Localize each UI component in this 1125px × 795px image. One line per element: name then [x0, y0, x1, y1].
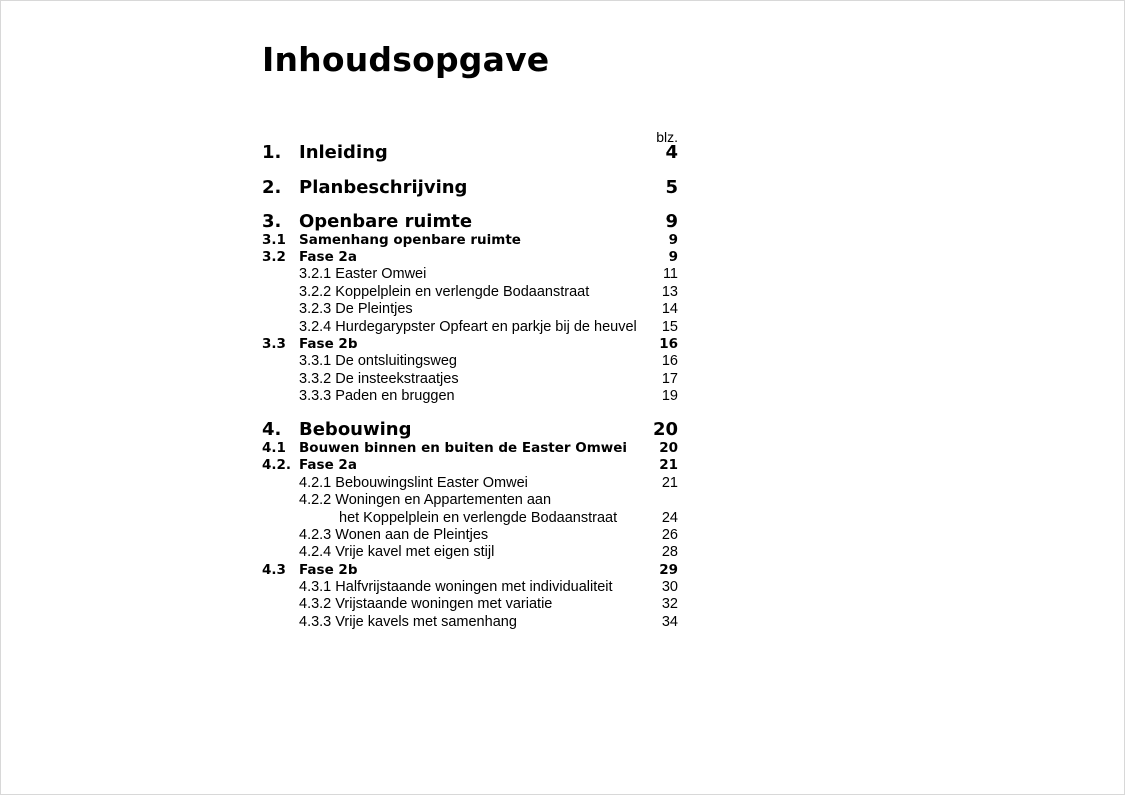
- toc-page: 17: [661, 371, 678, 387]
- toc-page: 4: [665, 142, 678, 163]
- toc-title: Fase 2a: [299, 249, 357, 265]
- toc-title: 3.3.3 Paden en bruggen: [299, 388, 455, 404]
- toc-title: Fase 2b: [299, 562, 358, 578]
- toc-number: 4.: [262, 419, 282, 440]
- toc-page: 13: [661, 284, 678, 300]
- toc-page: 24: [661, 510, 678, 526]
- toc-subsection[interactable]: [262, 596, 678, 613]
- toc-page: 9: [665, 211, 678, 232]
- toc-number: 4.3: [262, 562, 286, 578]
- toc-page: 16: [661, 353, 678, 369]
- toc-section[interactable]: [262, 440, 678, 457]
- toc-title: 4.2.4 Vrije kavel met eigen stijl: [299, 544, 495, 560]
- toc-subsection[interactable]: [262, 301, 678, 318]
- toc-page: 20: [659, 440, 678, 456]
- toc-chapter[interactable]: [262, 211, 678, 233]
- toc-subsection[interactable]: [262, 319, 678, 336]
- toc-page: 19: [661, 388, 678, 404]
- toc-subsection[interactable]: [262, 371, 678, 388]
- toc-page: 9: [668, 232, 678, 248]
- toc-title: Samenhang openbare ruimte: [299, 232, 521, 248]
- toc-title: het Koppelplein en verlengde Bodaanstraat: [339, 510, 618, 526]
- toc-title: Openbare ruimte: [299, 211, 473, 232]
- toc-number: 2.: [262, 177, 282, 198]
- toc-title: 3.2.1 Easter Omwei: [299, 266, 427, 282]
- toc-chapter[interactable]: [262, 419, 678, 441]
- page-column-label: blz.: [656, 129, 678, 145]
- toc-subsection[interactable]: [262, 353, 678, 370]
- toc-chapter[interactable]: [262, 177, 678, 199]
- toc-page: 34: [661, 614, 678, 630]
- toc-page: 21: [659, 457, 678, 473]
- toc-page: 29: [659, 562, 678, 578]
- toc-subsection[interactable]: [262, 492, 678, 509]
- toc-title: 3.2.4 Hurdegarypster Opfeart en parkje bij de heuvel: [299, 319, 637, 335]
- toc-subsection-continued[interactable]: [262, 510, 678, 527]
- toc-number: 3.: [262, 211, 282, 232]
- toc-title: 4.2.2 Woningen en Appartementen aan: [299, 492, 552, 508]
- toc-page: 30: [661, 579, 678, 595]
- toc-subsection[interactable]: [262, 614, 678, 631]
- toc-title: Fase 2a: [299, 457, 357, 473]
- toc-section[interactable]: [262, 249, 678, 266]
- toc-page: 14: [661, 301, 678, 317]
- toc-section[interactable]: [262, 457, 678, 474]
- toc-page: 16: [659, 336, 678, 352]
- toc-page: 28: [661, 544, 678, 560]
- toc-title: 4.3.3 Vrije kavels met samenhang: [299, 614, 517, 630]
- toc-number: 4.1: [262, 440, 286, 456]
- toc-title: 3.3.2 De insteekstraatjes: [299, 371, 459, 387]
- toc-subsection[interactable]: [262, 527, 678, 544]
- toc-section[interactable]: [262, 232, 678, 249]
- toc-title: 4.3.2 Vrijstaande woningen met variatie: [299, 596, 553, 612]
- toc-number: 4.2.: [262, 457, 292, 473]
- toc-page: 21: [661, 475, 678, 491]
- toc-chapter[interactable]: [262, 142, 678, 164]
- toc-number: 1.: [262, 142, 282, 163]
- toc-title: Bebouwing: [299, 419, 412, 440]
- toc-number: 3.2: [262, 249, 286, 265]
- toc-section[interactable]: [262, 562, 678, 579]
- toc-number: 3.3: [262, 336, 286, 352]
- toc-title: 4.2.3 Wonen aan de Pleintjes: [299, 527, 489, 543]
- toc-title: 4.3.1 Halfvrijstaande woningen met individualiteit: [299, 579, 613, 595]
- toc-title: Planbeschrijving: [299, 177, 468, 198]
- toc-title: Inleiding: [299, 142, 388, 163]
- toc-title: 3.3.1 De ontsluitingsweg: [299, 353, 457, 369]
- toc-title: 3.2.2 Koppelplein en verlengde Bodaanstraat: [299, 284, 590, 300]
- toc-subsection[interactable]: [262, 284, 678, 301]
- toc-page: 26: [661, 527, 678, 543]
- toc-page: 9: [668, 249, 678, 265]
- toc-title: Fase 2b: [299, 336, 358, 352]
- toc-section[interactable]: [262, 336, 678, 353]
- toc-page: 5: [665, 177, 678, 198]
- toc-subsection[interactable]: [262, 475, 678, 492]
- toc-page: 32: [661, 596, 678, 612]
- toc-subsection[interactable]: [262, 544, 678, 561]
- toc-title: 4.2.1 Bebouwingslint Easter Omwei: [299, 475, 528, 491]
- toc-page: 20: [652, 419, 678, 440]
- toc-page: 15: [661, 319, 678, 335]
- toc-number: 3.1: [262, 232, 286, 248]
- toc-subsection[interactable]: [262, 579, 678, 596]
- toc-title: Bouwen binnen en buiten de Easter Omwei: [299, 440, 628, 456]
- toc-title: 3.2.3 De Pleintjes: [299, 301, 413, 317]
- toc-subsection[interactable]: [262, 266, 678, 283]
- toc-subsection[interactable]: [262, 388, 678, 405]
- page-title: Inhoudsopgave: [262, 40, 550, 79]
- toc-page: 11: [662, 266, 678, 282]
